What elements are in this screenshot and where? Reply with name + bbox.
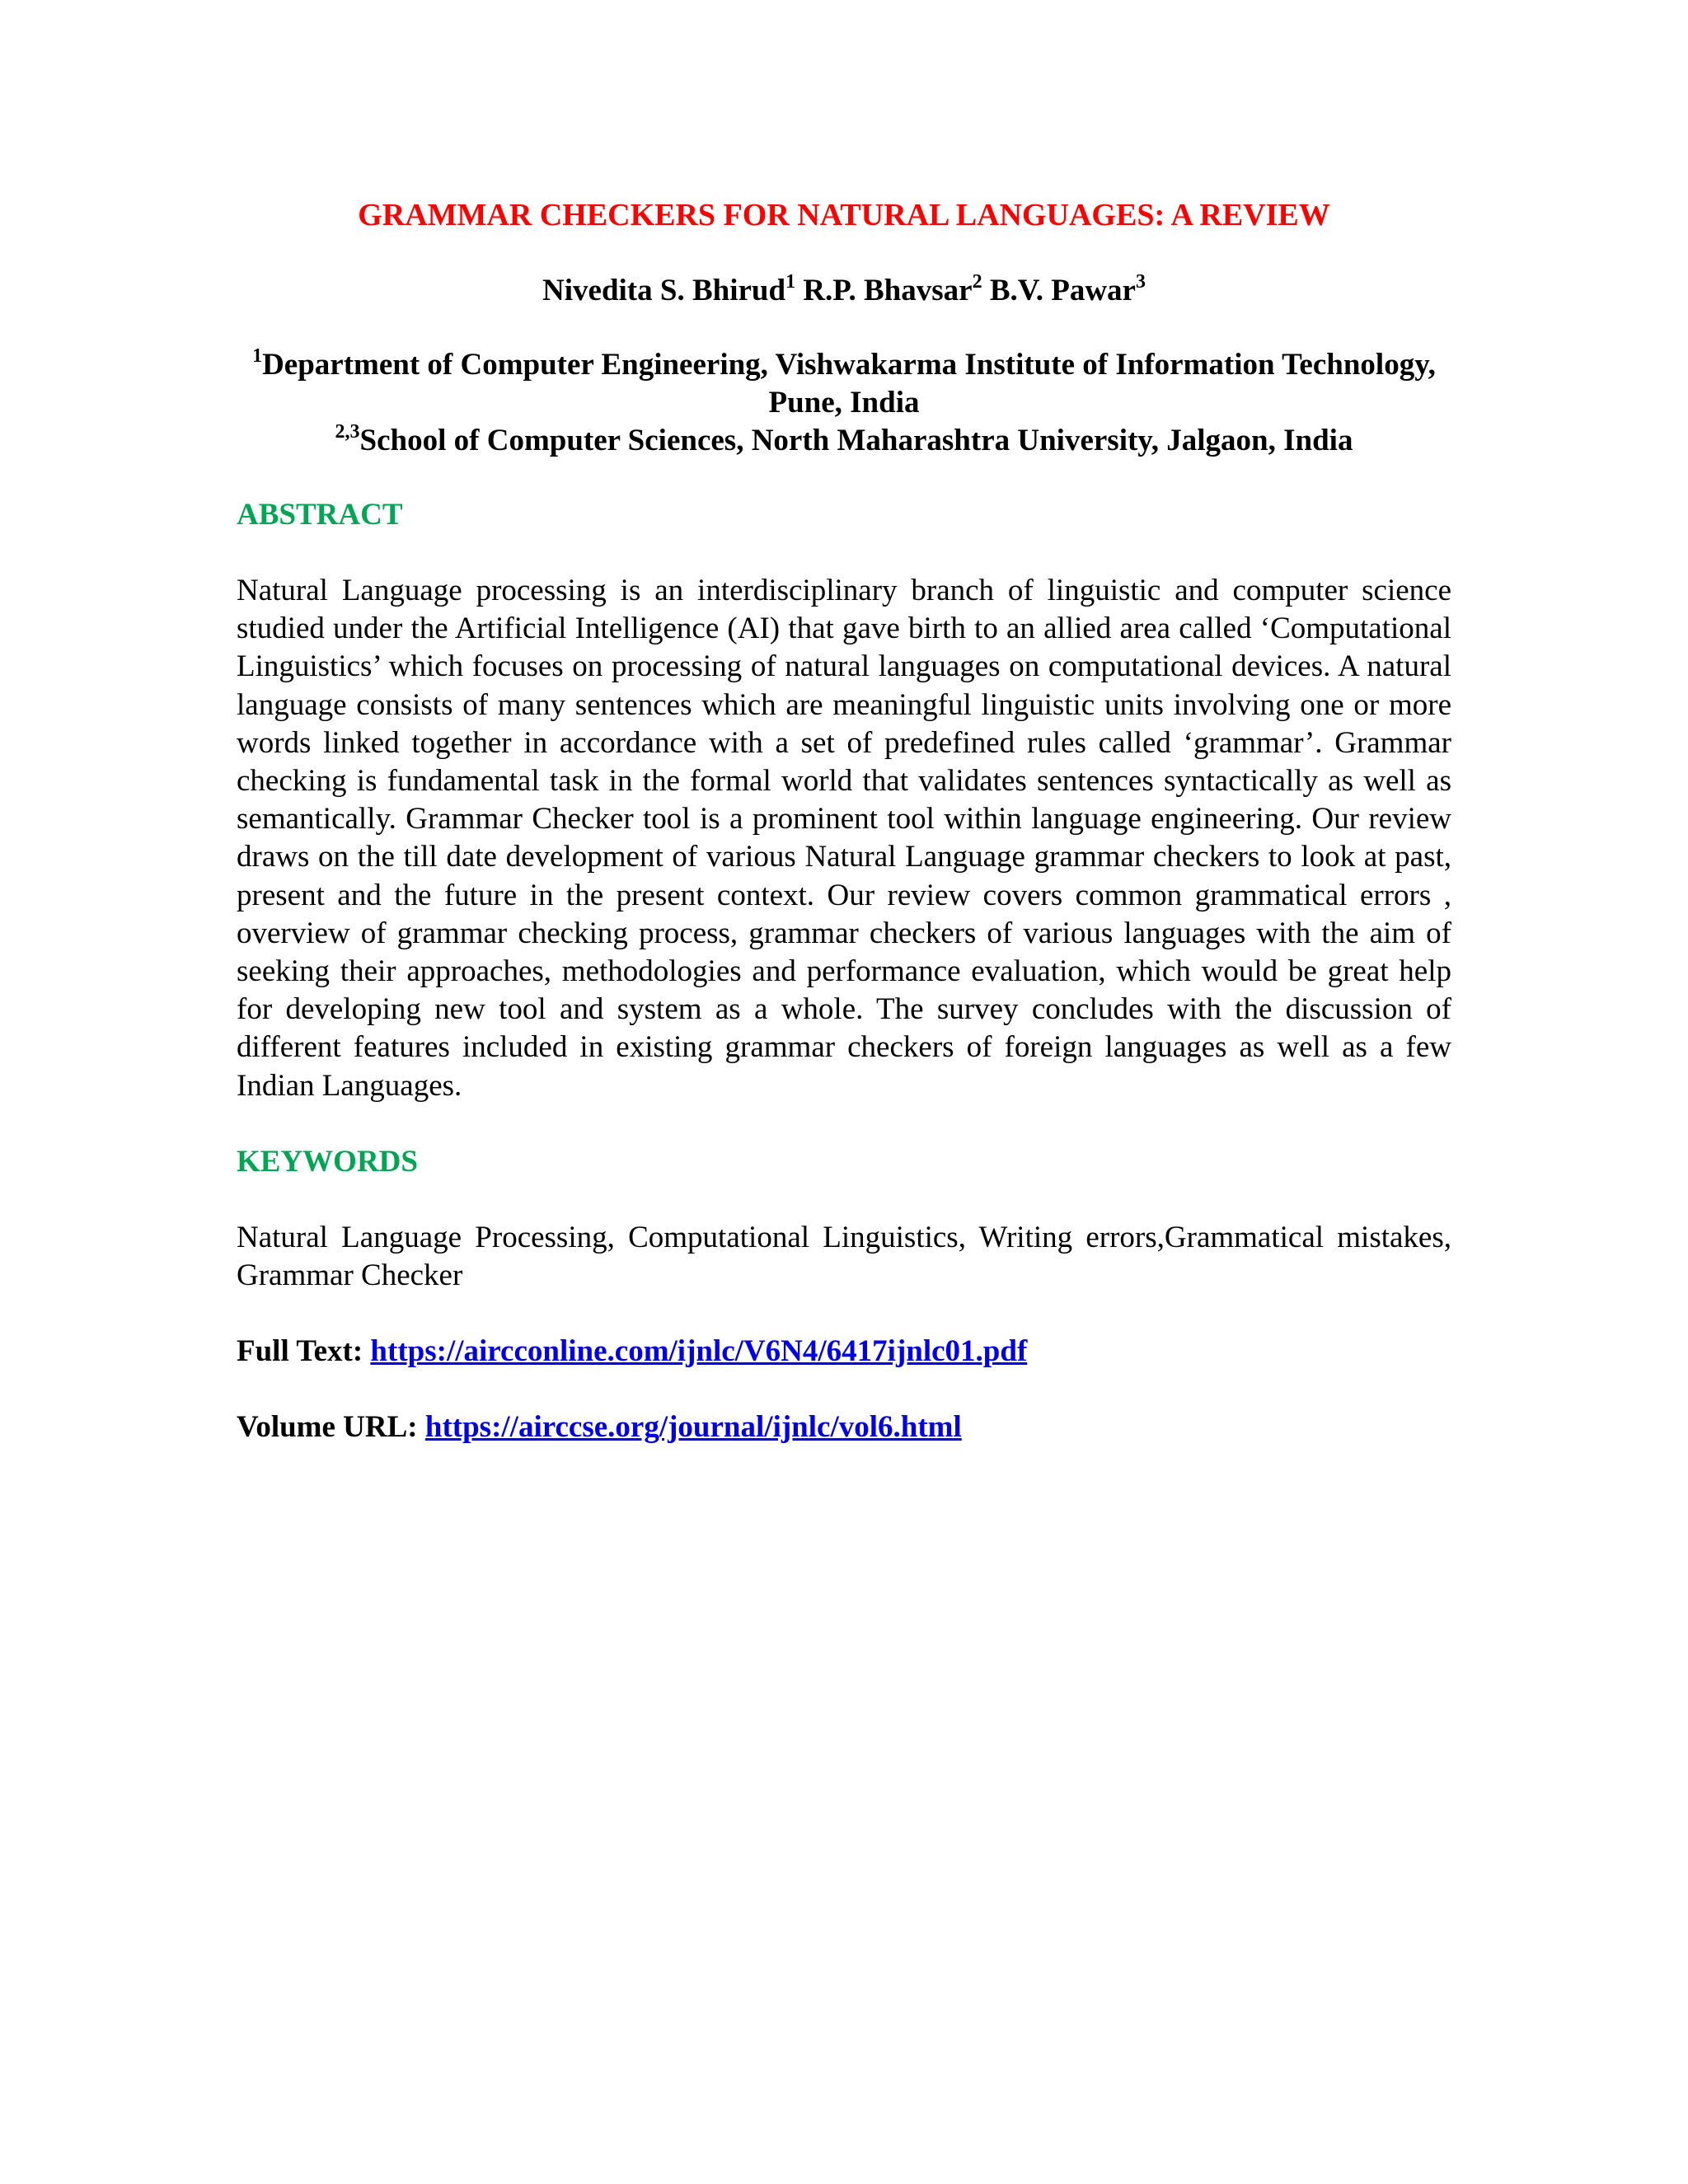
author-name: Nivedita S. Bhirud — [542, 274, 786, 307]
volume-url-link[interactable]: https://airccse.org/journal/ijnlc/vol6.html — [424, 1410, 962, 1445]
affiliation — [237, 346, 1451, 422]
keywords-heading: KEYWORDS — [237, 1144, 418, 1179]
affiliation — [237, 422, 1451, 460]
volume-url-line — [237, 1408, 1451, 1446]
full-text-label: Full Text: — [237, 1334, 363, 1369]
affiliation-superscript: 1 — [252, 344, 263, 367]
volume-url-label: Volume URL: — [237, 1410, 418, 1445]
author-superscript: 3 — [1135, 270, 1146, 293]
paper-content — [237, 194, 1451, 1446]
full-text-line — [237, 1333, 1451, 1371]
affiliations — [237, 346, 1451, 460]
affiliation-superscript: 2,3 — [335, 420, 360, 443]
abstract-heading: ABSTRACT — [237, 498, 403, 532]
affiliation-text: School of Computer Sciences, North Maharashtra University, Jalgaon, India — [359, 424, 1353, 457]
affiliation-text: Department of Computer Engineering, Vishwakarma Institute of Information Technology, Pune, India — [262, 348, 1436, 419]
keywords-text: Natural Language Processing, Computational Linguistics, Writing errors,Grammatical mistakes, Grammar Checker — [237, 1220, 1451, 1293]
author-list — [237, 272, 1451, 310]
paper-title: GRAMMAR CHECKERS FOR NATURAL LANGUAGES: A REVIEW — [358, 198, 1330, 232]
full-text-link[interactable]: https://aircconline.com/ijnlc/V6N4/6417ijnlc01.pdf — [370, 1334, 1028, 1369]
author-name: B.V. Pawar — [989, 274, 1136, 307]
author-name: R.P. Bhavsar — [803, 274, 973, 307]
author-superscript: 1 — [785, 270, 796, 293]
author-superscript: 2 — [972, 270, 982, 293]
abstract-text: Natural Language processing is an interdisciplinary branch of linguistic and computer science studied under the Artificial Intelligence (AI) that gave birth to an allied area called ‘Computational Linguistics’ which focuses on processing of natural languages on computational devices. A natural language consists of many sentences which are meaningful linguistic units involving one or more words linked together in accordance with a set of predefined rules called ‘grammar’. Grammar checking is fundamental task in the formal world that validates sentences syntactically as well as semantically. Grammar Checker tool is a prominent tool within language engineering. Our review draws on the till date development of various Natural Language grammar checkers to look at past, present and the future in the present context. Our review covers common grammatical errors , overview of grammar checking process, grammar checkers of various languages with the aim of seeking their approaches, methodologies and performance evaluation, which would be great help for developing new tool and system as a whole. The survey concludes with the discussion of different features included in existing grammar checkers of foreign languages as well as a few Indian Languages. — [237, 574, 1451, 1103]
